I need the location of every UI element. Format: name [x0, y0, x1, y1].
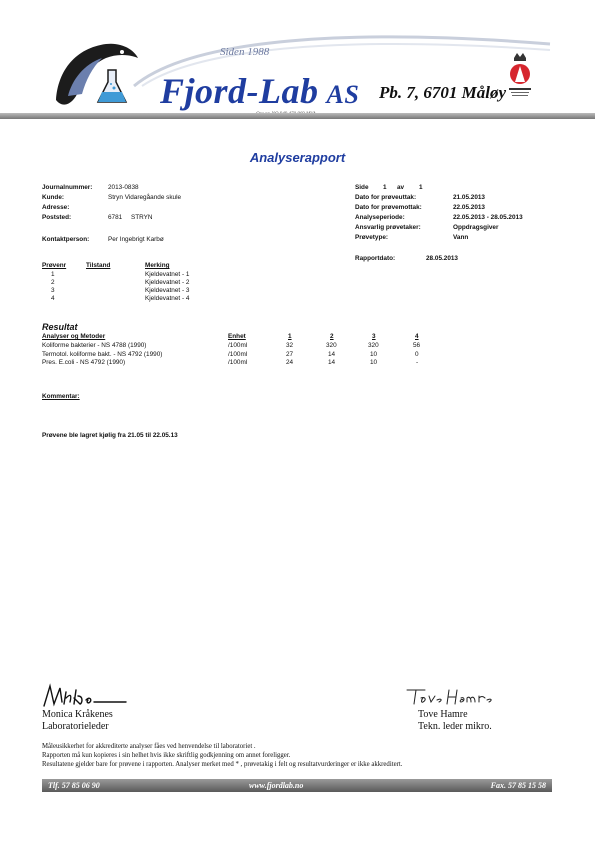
side-label: Side: [355, 184, 369, 191]
periode-label: Analyseperiode:: [355, 214, 405, 221]
result-value: 10: [370, 351, 378, 358]
signature-tove-icon: [405, 686, 495, 708]
signer-title-2: Tekn. leder mikro.: [418, 721, 492, 732]
kommentar-label: Kommentar:: [42, 393, 80, 400]
rapport-label: Rapportdato:: [355, 255, 396, 262]
sample-label: Kjeldevatnet - 2: [145, 279, 190, 286]
type-label: Prøvetype:: [355, 234, 389, 241]
periode-value: 22.05.2013 - 28.05.2013: [453, 214, 523, 221]
sample-nr: 3: [51, 287, 55, 294]
adresse-label: Adresse:: [42, 204, 70, 211]
results-header-enhet: Enhet: [228, 333, 246, 340]
sample-nr: 1: [51, 271, 55, 278]
journal-label: Journalnummer:: [42, 184, 93, 191]
sample-label: Kjeldevatnet - 3: [145, 287, 190, 294]
result-value: 56: [413, 342, 421, 349]
results-header-3: 3: [372, 333, 376, 340]
uttak-label: Dato for prøveuttak:: [355, 194, 417, 201]
samples-header-nr: Prøvenr: [42, 262, 67, 269]
mottak-label: Dato for prøvemottak:: [355, 204, 422, 211]
results-header-analyse: Analyser og Metoder: [42, 333, 106, 340]
report-title: Analyserapport: [249, 150, 346, 165]
result-value: 27: [286, 351, 294, 358]
kunde-label: Kunde:: [42, 194, 65, 201]
results-title: Resultat: [42, 322, 78, 332]
uttak-value: 21.05.2013: [453, 194, 485, 201]
result-value: 0: [415, 351, 419, 358]
mottak-value: 22.05.2013: [453, 204, 485, 211]
result-value: 10: [370, 359, 378, 366]
footnote: Rapporten må kun kopieres i sin helhet hvis ikke skriftlig godkjenning om annet foreligger.: [42, 752, 291, 759]
footer-bar: [42, 779, 552, 792]
result-value: 320: [326, 342, 337, 349]
result-analyse: Koliforme bakterier - NS 4788 (1990): [42, 342, 147, 349]
type-value: Vann: [453, 234, 469, 241]
accreditation-seal-icon: [505, 50, 535, 104]
result-value: 14: [328, 351, 336, 358]
results-header-4: 4: [415, 333, 419, 340]
result-value: 14: [328, 359, 336, 366]
results-header-1: 1: [288, 333, 292, 340]
footer-website-link[interactable]: www.fjordlab.no: [249, 781, 304, 790]
brand-suffix: AS: [326, 80, 360, 109]
result-value: 320: [368, 342, 379, 349]
header-divider-bar: [0, 113, 595, 119]
ansvarlig-value: Oppdragsgiver: [453, 224, 499, 231]
rapport-value: 28.05.2013: [426, 255, 458, 262]
sample-label: Kjeldevatnet - 1: [145, 271, 190, 278]
poststed-label: Poststed:: [42, 214, 72, 221]
result-unit: /100ml: [228, 342, 248, 349]
footnote: Måleusikkerhet for akkrediterte analyser fåes ved henvendelse til laboratoriet .: [42, 743, 256, 750]
signer-name-2: Tove Hamre: [418, 709, 468, 720]
result-value: 32: [286, 342, 294, 349]
company-address: Pb. 7, 6701 Måløy: [379, 83, 507, 102]
storage-note: Prøvene ble lagret kjølig fra 21.05 til 22.05.13: [42, 432, 178, 439]
journal-value: 2013-0838: [108, 184, 139, 191]
poststed-value: STRYN: [131, 214, 153, 221]
av-value: 1: [419, 184, 423, 191]
signature-monica-icon: [40, 682, 130, 710]
footer-phone: Tlf. 57 85 06 90: [48, 781, 100, 790]
kontakt-value: Per Ingebrigt Karbø: [108, 236, 164, 243]
since-text: Siden 1988: [220, 46, 270, 58]
signer-title-1: Laboratorieleder: [42, 721, 109, 732]
results-header-2: 2: [330, 333, 334, 340]
page-header: [0, 0, 595, 125]
fish-flask-logo-icon: [48, 40, 140, 112]
av-label: av: [397, 184, 405, 191]
ansvarlig-label: Ansvarlig prøvetaker:: [355, 224, 421, 231]
result-value: -: [416, 359, 419, 366]
signer-name-1: Monica Kråkenes: [42, 709, 113, 720]
sample-label: Kjeldevatnet - 4: [145, 295, 190, 302]
footnote: Resultatene gjelder bare for prøvene i rapporten. Analyser merket med * , prøvetakig i felt og resultatvurderinger er ikke akkreditert.: [42, 761, 403, 768]
result-value: 24: [286, 359, 294, 366]
samples-header-merking: Merking: [145, 262, 170, 269]
result-analyse: Pres. E.coli - NS 4792 (1990): [42, 359, 126, 366]
result-unit: /100ml: [228, 359, 248, 366]
kontakt-label: Kontaktperson:: [42, 236, 90, 243]
kunde-value: Stryn Vidaregåande skule: [108, 194, 182, 201]
poststed-number: 6781: [108, 214, 123, 221]
sample-nr: 2: [51, 279, 55, 286]
side-value: 1: [383, 184, 387, 191]
brand-name-text: Fjord-Lab: [160, 71, 319, 111]
brand-name: [160, 70, 359, 112]
sample-nr: 4: [51, 295, 55, 302]
result-unit: /100ml: [228, 351, 248, 358]
result-analyse: Termotol. koliforme bakt. - NS 4792 (1990): [42, 351, 163, 358]
footer-fax: Fax. 57 85 15 58: [490, 781, 546, 790]
samples-header-tilstand: Tilstand: [86, 262, 111, 269]
